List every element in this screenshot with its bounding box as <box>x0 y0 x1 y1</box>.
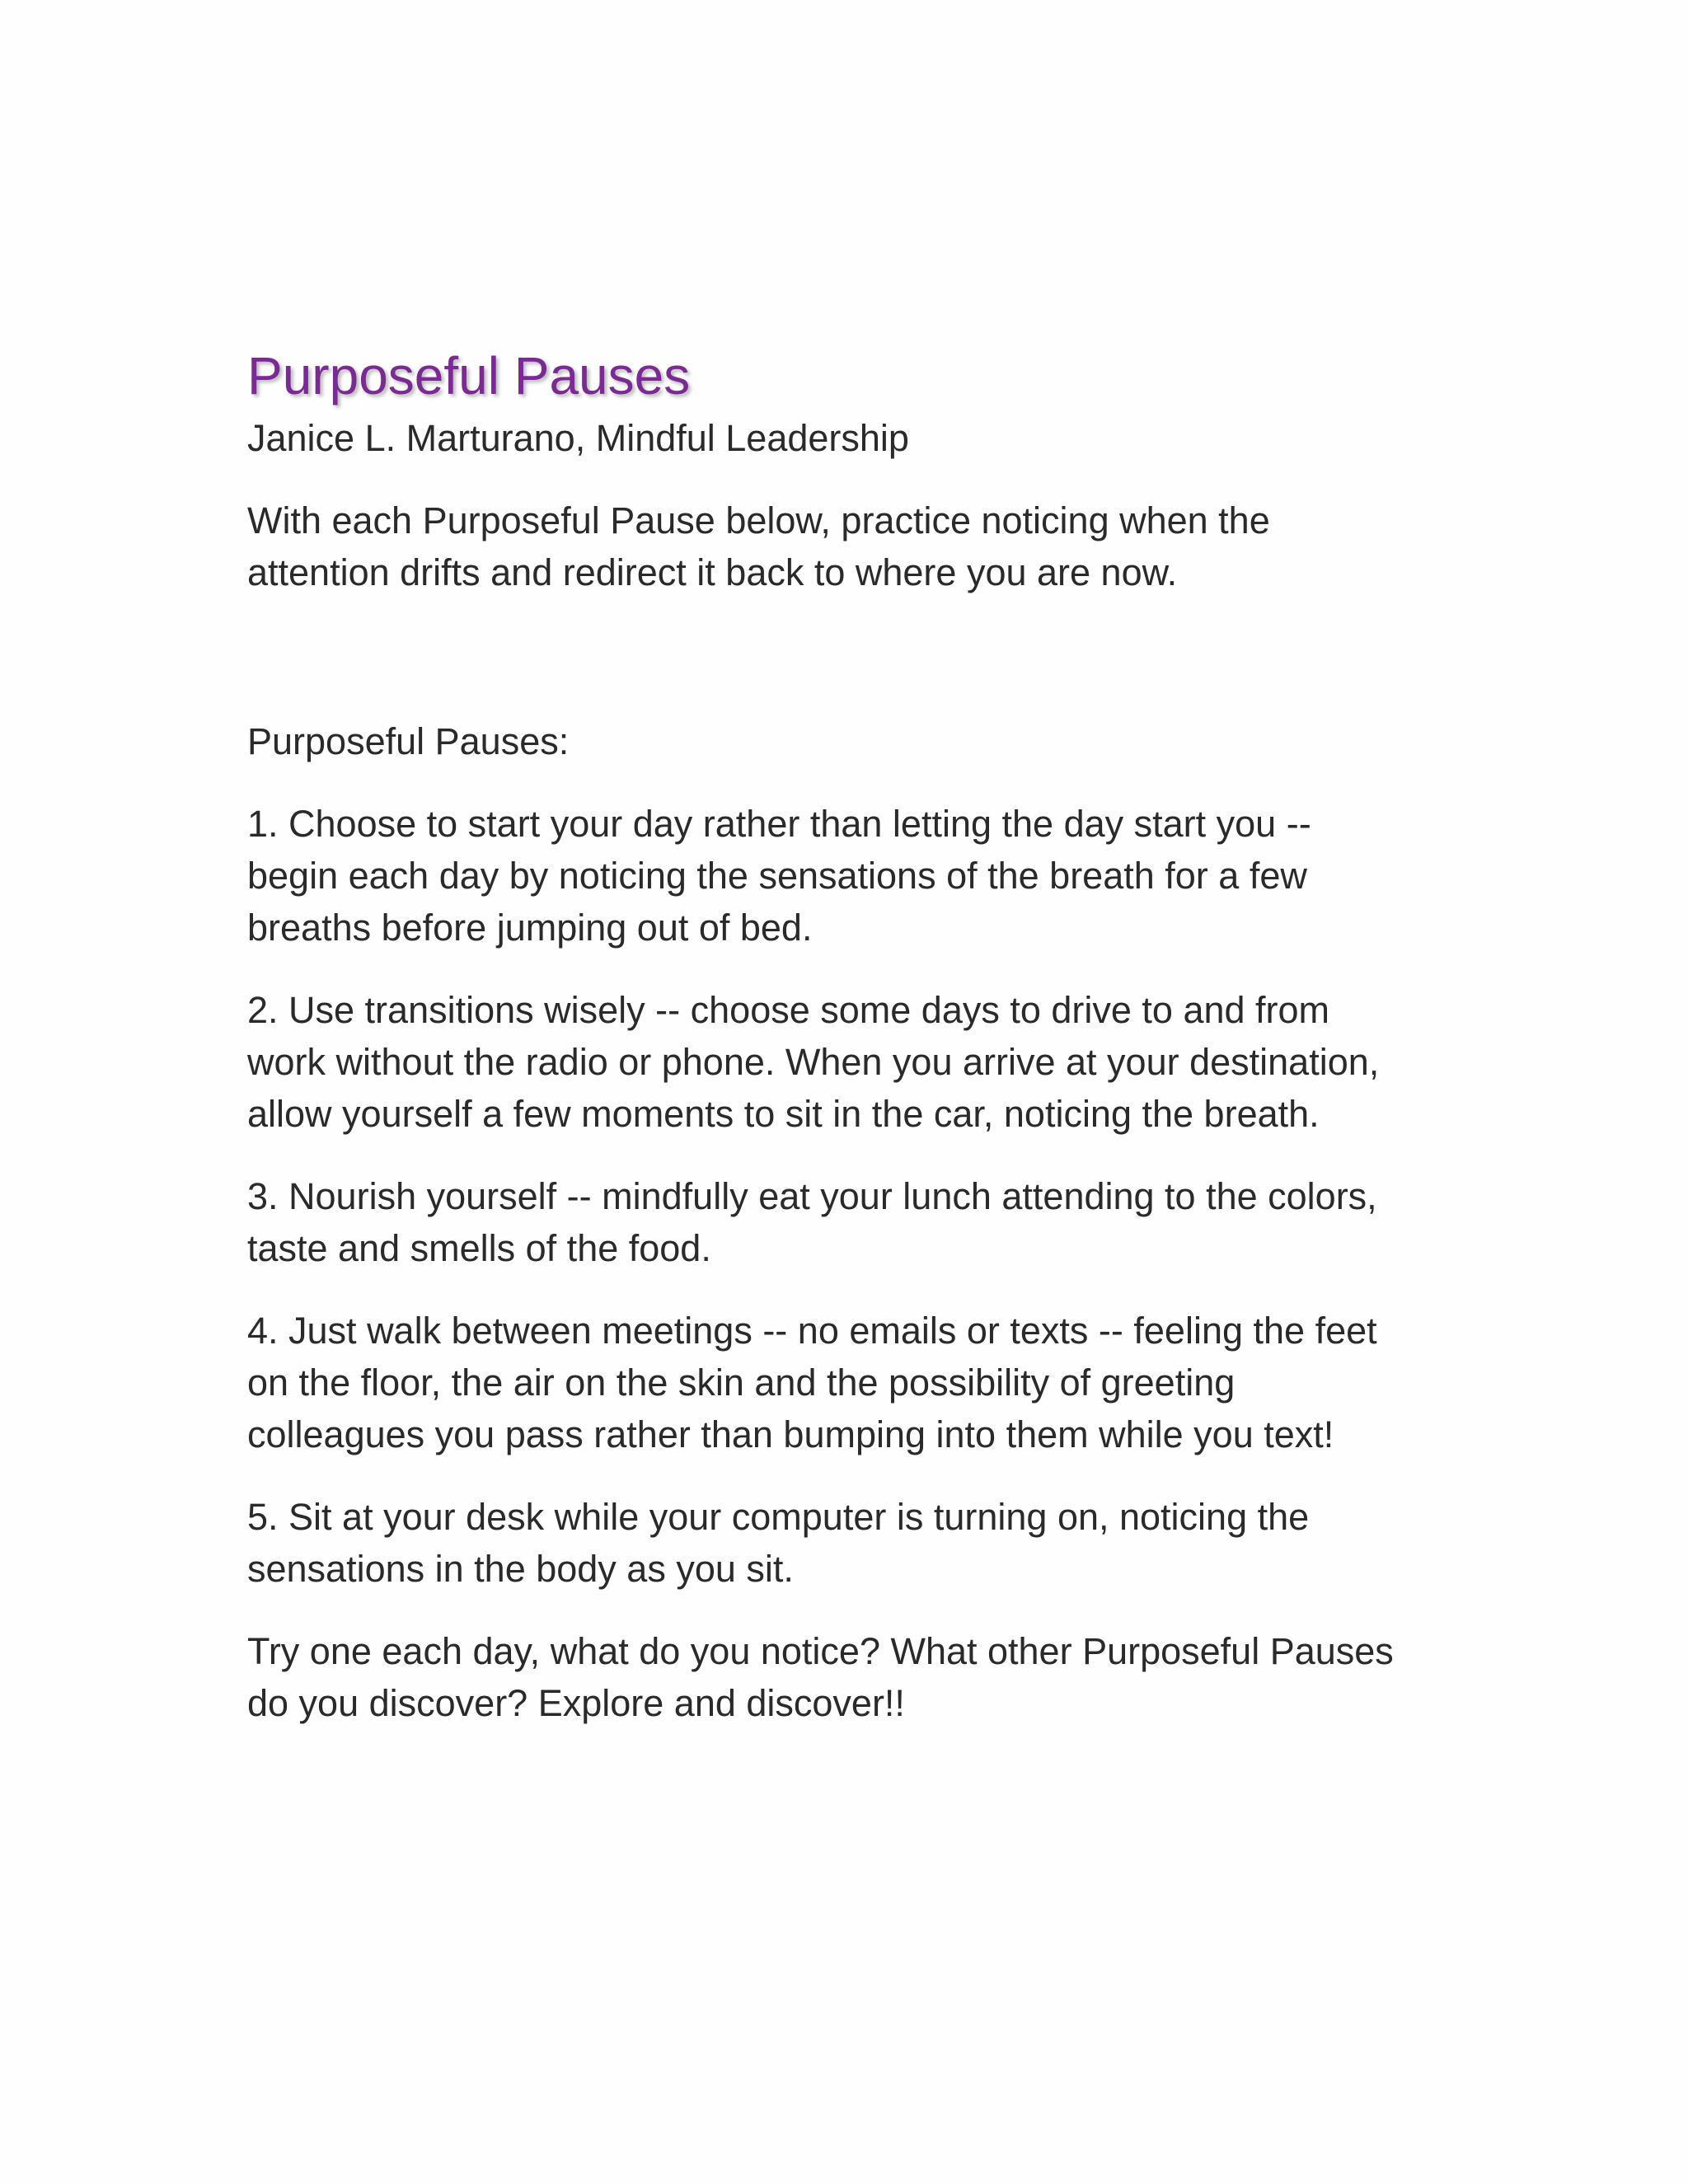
document-title: Purposeful Pauses <box>247 346 691 405</box>
list-item: 3. Nourish yourself -- mindfully eat your lunch attending to the colors, taste and smells of the food. <box>247 1175 1377 1270</box>
list-item: 1. Choose to start your day rather than letting the day start you -- begin each day by noticing the sensations of the breath for a few breaths before jumping out of bed. <box>247 803 1311 949</box>
closing-paragraph: Try one each day, what do you notice? What other Purposeful Pauses do you discover? Explore and discover!! <box>247 1630 1394 1725</box>
list-item: 5. Sit at your desk while your computer is turning on, noticing the sensations in the body as you sit. <box>247 1496 1310 1591</box>
list-item: 4. Just walk between meetings -- no emails or texts -- feeling the feet on the floor, the air on the skin and the possibility of greeting colleagues you pass rather than bumping into them while you text! <box>247 1310 1377 1456</box>
list-heading: Purposeful Pauses: <box>247 720 570 763</box>
list-item: 2. Use transitions wisely -- choose some days to drive to and from work without the radio or phone. When you arrive at your destination, allow yourself a few moments to sit in the car, noticing the breath. <box>247 989 1380 1136</box>
document-author: Janice L. Marturano, Mindful Leadership <box>247 416 909 459</box>
intro-paragraph: With each Purposeful Pause below, practice noticing when the attention drifts and redirect it back to where you are now. <box>247 499 1270 594</box>
document-page <box>247 346 1451 1729</box>
